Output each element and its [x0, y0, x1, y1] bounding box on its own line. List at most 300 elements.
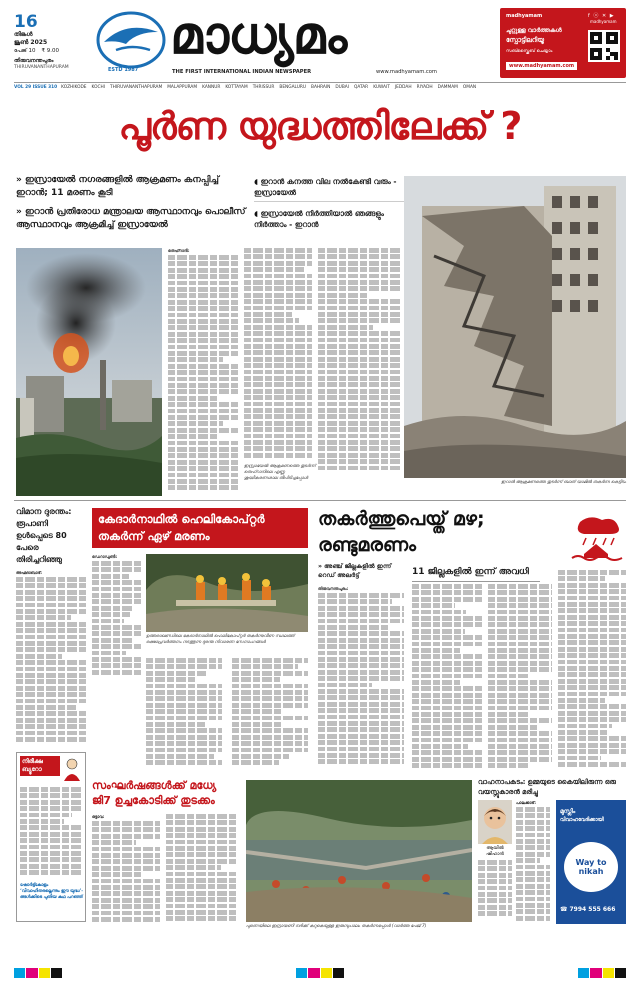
- edition-item: MALAPPURAM: [167, 84, 198, 90]
- rain-body-col1: [318, 586, 404, 770]
- body-text-line: [20, 845, 82, 850]
- body-text-line: [488, 738, 552, 743]
- helicopter-caption: ഉത്തരാഖണ്ഡിലെ കേദാർനാഥിൽ ഹെലികോപ്റ്റർ തകർന്നുവീണ സ്ഥലത്ത് രക്ഷാപ്രവർത്തനം നടത്തുന്ന ദുരന്ത നിവാരണ സേനാംഗങ്ങൾ: [146, 634, 295, 645]
- body-text-line: [16, 609, 86, 614]
- body-text-line: [244, 248, 312, 253]
- rain-headline: തകർത്തുപെയ്ത് മഴ; രണ്ടുമരണം: [318, 508, 485, 556]
- edition-item: THRISSUR: [252, 84, 275, 90]
- body-text-line: [20, 793, 82, 798]
- edition-item: QATAR: [353, 84, 369, 90]
- body-text-line: [516, 903, 550, 908]
- body-text-line: [318, 453, 400, 458]
- body-text-line: [318, 376, 400, 381]
- body-text-line: [16, 654, 62, 659]
- body-text-line: [318, 715, 404, 720]
- ad-line2: വിവാഹവേദിക്കായി: [560, 817, 604, 823]
- body-text-line: [558, 679, 626, 684]
- body-text-line: [168, 345, 238, 350]
- child-accident-headline: വാഹനാപകടം: ഉമ്മയുടെ കൈയിലിരുന്ന ഒരു വയസ്സുകാരൻ മരിച്ചു: [478, 778, 617, 796]
- edition-item: RIYADH: [416, 84, 433, 90]
- body-text-line: [168, 402, 238, 407]
- body-text-line: [412, 654, 482, 659]
- body-text-line: [488, 731, 552, 736]
- rain-dateline: തിരുവനന്തപുരം:: [318, 586, 349, 591]
- body-text-line: [412, 750, 482, 755]
- body-text-line: [558, 704, 626, 709]
- body-text-line: [244, 382, 312, 387]
- body-text-line: [16, 641, 86, 646]
- body-text-line: [412, 763, 482, 768]
- body-text-line: [92, 904, 160, 909]
- body-text-line: [318, 350, 400, 355]
- body-text-line: [232, 696, 308, 701]
- body-text-line: [558, 589, 626, 594]
- edition-item: BAHRAIN: [311, 84, 331, 90]
- body-text-line: [318, 721, 404, 726]
- bureau-box: [16, 752, 86, 922]
- body-text-line: [318, 695, 404, 700]
- body-text-line: [558, 749, 626, 754]
- body-text-line: [488, 718, 552, 723]
- body-text-line: [412, 610, 466, 615]
- body-text-line: [318, 414, 400, 419]
- body-text-line: [488, 629, 552, 634]
- edition-item: THIRUVANANTHAPURAM: [109, 84, 163, 90]
- body-text-line: [16, 628, 86, 633]
- body-text-line: [558, 576, 605, 581]
- body-text-line: [244, 338, 312, 343]
- g7-dateline: ഒട്ടാവ:: [92, 814, 105, 819]
- body-text-line: [92, 891, 160, 896]
- body-text-line: [412, 622, 482, 627]
- body-text-line: [16, 647, 86, 652]
- edition-ml: തിരുവനന്തപുരം: [14, 58, 54, 64]
- rain-body-col2: [412, 584, 482, 770]
- body-text-line: [146, 703, 222, 708]
- website-url[interactable]: www.madhyamam.com: [376, 69, 437, 75]
- body-text-line: [488, 674, 529, 679]
- body-text-line: [244, 261, 312, 266]
- body-text-line: [488, 648, 552, 653]
- body-text-line: [92, 567, 142, 572]
- body-text-line: [412, 667, 482, 672]
- promo-brand: madhyamam: [506, 13, 543, 19]
- body-text-line: [16, 635, 86, 640]
- body-text-line: [92, 612, 130, 617]
- body-text-line: [244, 280, 312, 285]
- body-text-line: [488, 712, 529, 717]
- body-text-line: [92, 657, 142, 662]
- promo-handle: madhyamam: [590, 19, 617, 24]
- body-text-line: [318, 280, 400, 285]
- lead-caption-right: ഇറാൻ ആക്രമണത്തെ തുടർന്ന് ബാത് യാമിൽ തകർന്ന കെട്ടിടം: [501, 480, 626, 485]
- flood-house-icon: [570, 512, 624, 564]
- qr-code-icon[interactable]: [588, 30, 620, 62]
- body-text-line: [558, 660, 626, 665]
- body-text-line: [168, 473, 238, 478]
- body-text-line: [412, 603, 455, 608]
- body-text-line: [166, 884, 238, 889]
- body-text-line: [232, 677, 280, 682]
- body-text-line: [146, 696, 222, 701]
- promo-line3: സബ്സ്ക്രൈബ് ചെയ്യാം: [506, 49, 553, 54]
- registration-marks-right: [578, 968, 626, 978]
- body-text-line: [244, 344, 312, 349]
- body-text-line: [92, 599, 142, 604]
- body-text-line: [232, 703, 308, 708]
- body-text-line: [318, 606, 404, 611]
- body-text-line: [558, 672, 626, 677]
- body-text-line: [244, 267, 304, 272]
- body-text-line: [318, 644, 404, 649]
- promo-line1: ചുറ്റുള്ള വാർത്തകൾ: [506, 27, 562, 34]
- body-text-line: [166, 859, 238, 864]
- body-text-line: [244, 325, 312, 330]
- body-text-line: [412, 699, 482, 704]
- body-text-line: [168, 332, 238, 337]
- body-text-line: [412, 648, 460, 653]
- body-text-line: [92, 911, 160, 916]
- body-text-line: [412, 744, 468, 749]
- body-text-line: [232, 716, 308, 721]
- body-text-line: [168, 383, 238, 388]
- body-text-line: [20, 806, 82, 811]
- refinery-fire-photo: [16, 248, 162, 496]
- edition-item: DAMMAM: [437, 84, 458, 90]
- body-text-line: [16, 679, 86, 684]
- child-body-col1: [478, 860, 512, 922]
- body-text-line: [412, 642, 482, 647]
- body-text-line: [16, 705, 76, 710]
- body-text-line: [516, 833, 550, 838]
- body-text-line: [244, 254, 312, 259]
- body-text-line: [232, 760, 279, 765]
- body-text-line: [244, 427, 312, 432]
- body-text-line: [318, 466, 400, 471]
- body-text-line: [232, 754, 289, 759]
- body-text-line: [516, 871, 550, 876]
- body-text-line: [146, 760, 222, 765]
- body-text-line: [92, 885, 160, 890]
- body-text-line: [244, 402, 312, 407]
- body-text-line: [412, 584, 482, 589]
- body-text-line: [232, 690, 308, 695]
- body-text-line: [16, 615, 71, 620]
- body-text-line: [244, 293, 312, 298]
- body-text-line: [232, 671, 308, 676]
- body-text-line: [318, 663, 404, 668]
- edition-item: KOZHIKODE: [61, 84, 87, 90]
- body-text-line: [318, 631, 404, 636]
- body-text-line: [166, 865, 221, 870]
- body-text-line: [92, 606, 132, 611]
- body-text-line: [478, 911, 512, 916]
- body-text-line: [168, 306, 238, 311]
- body-text-line: [412, 686, 482, 691]
- body-text-line: [558, 647, 626, 652]
- body-text-line: [168, 415, 238, 420]
- bureau-box-title: നിരീക്ഷ ബ്യൂറോ: [20, 756, 60, 776]
- body-text-line: [20, 832, 82, 837]
- body-text-line: [232, 709, 282, 714]
- body-text-line: [244, 318, 299, 323]
- page-count: പേജ് 10: [14, 48, 36, 54]
- body-text-line: [412, 757, 482, 762]
- body-text-line: [16, 603, 86, 608]
- body-text-line: [318, 638, 404, 643]
- body-text-line: [168, 421, 223, 426]
- body-text-line: [16, 667, 86, 672]
- body-text-line: [244, 395, 312, 400]
- body-text-line: [92, 561, 142, 566]
- body-text-line: [146, 664, 222, 669]
- body-text-line: [558, 640, 626, 645]
- body-text-line: [558, 717, 626, 722]
- price: ₹ 9.00: [41, 48, 60, 54]
- body-text-line: [318, 446, 400, 451]
- body-text-line: [244, 286, 312, 291]
- body-text-line: [516, 852, 550, 857]
- body-text-line: [558, 762, 626, 767]
- body-text-line: [516, 890, 550, 895]
- body-text-line: [318, 651, 404, 656]
- body-text-line: [558, 730, 609, 735]
- body-text-line: [16, 718, 86, 723]
- body-text-line: [20, 819, 64, 824]
- body-text-line: [92, 574, 129, 579]
- ad-line1: മുസ്ലിം: [560, 808, 576, 815]
- child-portrait-photo: [478, 800, 512, 844]
- body-text-line: [166, 833, 238, 838]
- body-text-line: [168, 409, 238, 414]
- lead-subhead-1: » ഇസ്രായേൽ നഗരങ്ങളിൽ ആക്രമണം കനപ്പിച്ച് ഇറാൻ; 11 മരണം കൂടി: [16, 175, 219, 198]
- body-text-line: [318, 286, 400, 291]
- body-text-line: [244, 350, 312, 355]
- body-text-line: [166, 814, 238, 819]
- body-text-line: [92, 898, 160, 903]
- body-text-line: [168, 447, 238, 452]
- body-text-line: [244, 421, 312, 426]
- body-text-line: [318, 389, 400, 394]
- body-text-line: [166, 916, 238, 921]
- body-text-line: [318, 459, 400, 464]
- edition-item: KOTTAYAM: [225, 84, 248, 90]
- section-divider: [14, 500, 626, 501]
- body-text-line: [166, 846, 238, 851]
- body-text-line: [318, 267, 400, 272]
- body-text-line: [168, 293, 238, 298]
- body-text-line: [412, 693, 482, 698]
- body-text-line: [558, 692, 626, 697]
- body-text-line: [558, 596, 626, 601]
- body-text-line: [20, 864, 82, 869]
- g7-body-col1: [92, 814, 160, 924]
- body-text-line: [318, 254, 400, 259]
- body-text-line: [168, 377, 238, 382]
- body-text-line: [168, 389, 238, 394]
- body-text-line: [16, 577, 86, 582]
- helicopter-body-col2: [146, 658, 222, 770]
- edition-en: THIRUVANANTHAPURAM: [14, 65, 69, 70]
- matrimony-ad[interactable]: [556, 800, 626, 924]
- estd: ESTD 1987: [108, 67, 139, 73]
- body-text-line: [92, 859, 160, 864]
- body-text-line: [318, 740, 404, 745]
- subscription-promo[interactable]: [500, 8, 626, 78]
- body-text-line: [558, 711, 626, 716]
- body-text-line: [244, 363, 312, 368]
- g7-headline: സംഘർഷങ്ങൾക്ക് മധ്യേ ജി7 ഉച്ചകോടിക്ക് തുടക്കം: [92, 779, 217, 807]
- edition-item: JEDDAH: [394, 84, 412, 90]
- body-text-line: [558, 628, 626, 633]
- body-text-line: [318, 440, 400, 445]
- body-text-line: [92, 670, 142, 675]
- body-text-line: [318, 318, 400, 323]
- body-text-line: [318, 702, 404, 707]
- body-text-line: [478, 905, 512, 910]
- body-text-line: [244, 331, 312, 336]
- body-text-line: [16, 699, 86, 704]
- body-text-line: [244, 408, 312, 413]
- body-text-line: [318, 619, 404, 624]
- edition-item: BENGALURU: [279, 84, 306, 90]
- body-text-line: [92, 872, 143, 877]
- body-text-line: [412, 590, 482, 595]
- body-text-line: [168, 479, 238, 484]
- edition-item: KANNUR: [202, 84, 221, 90]
- body-text-line: [166, 840, 238, 845]
- body-text-line: [558, 666, 626, 671]
- body-text-line: [318, 759, 404, 764]
- lead-body-col1: [168, 248, 238, 496]
- body-text-line: [168, 396, 218, 401]
- body-text-line: [92, 631, 142, 636]
- body-text-line: [488, 635, 552, 640]
- body-text-line: [232, 741, 308, 746]
- masthead: [0, 0, 640, 92]
- plane-crash-headline: വിമാന ദുരന്തം: രൂപാണി ഉൾപ്പെടെ 80 പേരെ തിരിച്ചറിഞ്ഞു: [16, 507, 72, 564]
- bureau-box-body: [20, 787, 82, 879]
- body-text-line: [412, 738, 482, 743]
- lead-dateline: തെഹ്റാൻ:: [168, 248, 190, 253]
- body-text-line: [488, 616, 552, 621]
- body-text-line: [488, 603, 552, 608]
- body-text-line: [92, 638, 134, 643]
- body-text-line: [516, 884, 550, 889]
- body-text-line: [516, 826, 550, 831]
- g7-body-col2: [166, 814, 238, 924]
- body-text-line: [146, 690, 222, 695]
- rain-bullet-1: » അഞ്ച് ജില്ലകളിൽ ഇന്ന് റെഡ് അലർട്ട്: [318, 563, 392, 579]
- body-text-line: [412, 629, 465, 634]
- body-text-line: [20, 857, 82, 862]
- body-text-line: [146, 754, 214, 759]
- body-text-line: [558, 570, 626, 575]
- body-text-line: [146, 728, 222, 733]
- newspaper-title: മാധ്യമം: [170, 6, 347, 66]
- body-text-line: [488, 642, 552, 647]
- body-text-line: [166, 910, 238, 915]
- social-icons: f ⓞ ✕ ▶: [588, 13, 615, 19]
- child-name: ആയിൽ ഷിഹാൻ: [486, 846, 504, 857]
- edition-item: DUBAI: [335, 84, 349, 90]
- cartoon-figure-icon: [61, 757, 83, 781]
- bridge-collapse-photo: [246, 780, 472, 922]
- body-text-line: [16, 660, 86, 665]
- body-text-line: [168, 281, 238, 286]
- child-body-col2: [516, 800, 550, 922]
- edition-list: [61, 85, 481, 90]
- body-text-line: [516, 813, 550, 818]
- body-text-line: [318, 363, 400, 368]
- body-text-line: [16, 583, 86, 588]
- body-text-line: [516, 807, 550, 812]
- body-text-line: [558, 634, 626, 639]
- helicopter-body-col3: [232, 658, 308, 770]
- body-text-line: [318, 408, 400, 413]
- body-text-line: [16, 596, 86, 601]
- rain-bullet-2: 11 ജില്ലകളിൽ ഇന്ന് അവധി: [412, 566, 540, 582]
- child-dateline: പാലക്കാട്:: [516, 800, 536, 805]
- body-text-line: [478, 860, 512, 865]
- collapsed-building-photo: [404, 176, 626, 478]
- body-text-line: [318, 612, 404, 617]
- body-text-line: [168, 261, 238, 266]
- body-text-line: [244, 414, 312, 419]
- registration-marks-center: [296, 968, 344, 978]
- body-text-line: [516, 877, 550, 882]
- body-text-line: [318, 325, 373, 330]
- body-text-line: [488, 667, 552, 672]
- body-text-line: [146, 658, 222, 663]
- body-text-line: [488, 610, 552, 615]
- body-text-line: [318, 593, 404, 598]
- ad-phone[interactable]: ☎ 7994 555 666: [560, 906, 616, 913]
- date-block: [14, 14, 84, 71]
- body-text-line: [92, 651, 126, 656]
- body-text-line: [318, 670, 404, 675]
- body-text-line: [20, 851, 82, 856]
- promo-line2: സ്പോട്ടിലറിയൂ: [506, 36, 544, 44]
- body-text-line: [166, 827, 238, 832]
- body-text-line: [478, 879, 512, 884]
- helicopter-body-col1: [92, 554, 142, 678]
- body-text-line: [232, 728, 308, 733]
- body-text-line: [516, 820, 550, 825]
- body-text-line: [244, 376, 312, 381]
- body-text-line: [92, 866, 160, 871]
- body-text-line: [168, 268, 238, 273]
- lead-body-col2: [244, 248, 312, 460]
- body-text-line: [318, 382, 400, 387]
- day-number: 16: [14, 12, 38, 32]
- body-text-line: [92, 834, 160, 839]
- promo-url[interactable]: www.madhyamam.com: [506, 62, 577, 70]
- body-text-line: [168, 287, 238, 292]
- body-text-line: [488, 693, 552, 698]
- body-text-line: [166, 904, 238, 909]
- body-text-line: [92, 663, 142, 668]
- body-text-line: [168, 485, 238, 490]
- body-text-line: [146, 748, 222, 753]
- body-text-line: [488, 686, 552, 691]
- body-text-line: [232, 748, 308, 753]
- body-text-line: [168, 453, 238, 458]
- body-text-line: [412, 635, 482, 640]
- body-text-line: [166, 852, 238, 857]
- body-text-line: [16, 622, 86, 627]
- body-text-line: [488, 757, 552, 762]
